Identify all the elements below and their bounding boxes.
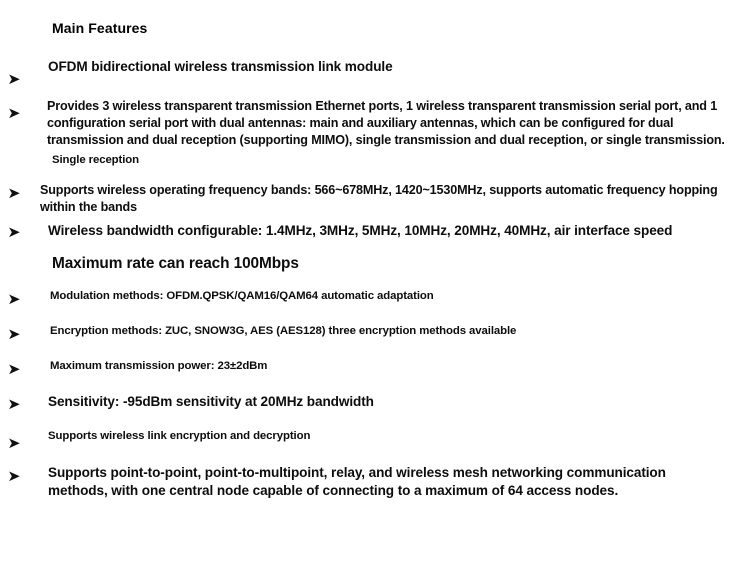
list-item-label: OFDM bidirectional wireless transmission link module xyxy=(48,59,393,74)
list-item-label: Supports point-to-point, point-to-multipoint, relay, and wireless mesh networking communication methods, with one central node capable of connecting to a maximum of 64 access nodes. xyxy=(48,465,666,498)
arrow-bullet-icon: ➤ xyxy=(7,325,21,343)
list-item xyxy=(0,358,750,393)
list-item xyxy=(0,393,750,428)
list-item-label: Encryption methods: ZUC, SNOW3G, AES (AES128) three encryption methods available xyxy=(50,325,517,337)
list-item xyxy=(0,222,750,254)
list-item-label: Supports wireless operating frequency bands: 566~678MHz, 1420~1530MHz, supports automatic frequency hopping within the bands xyxy=(40,183,718,214)
list-item-label: Modulation methods: OFDM.QPSK/QAM16/QAM64 automatic adaptation xyxy=(50,290,434,302)
arrow-bullet-icon: ➤ xyxy=(7,184,21,202)
arrow-bullet-icon: ➤ xyxy=(7,395,21,413)
list-item xyxy=(0,58,750,98)
list-item-label: Single reception xyxy=(52,154,140,166)
arrow-bullet-icon: ➤ xyxy=(7,223,21,241)
arrow-bullet-icon: ➤ xyxy=(7,290,21,308)
list-item-label: Maximum transmission power: 23±2dBm xyxy=(50,360,268,372)
arrow-bullet-icon: ➤ xyxy=(7,434,21,452)
features-list xyxy=(0,58,750,530)
list-item-continuation xyxy=(0,254,750,288)
list-item-label: Wireless bandwidth configurable: 1.4MHz, 3MHz, 5MHz, 10MHz, 20MHz, 40MHz, air interface speed xyxy=(48,223,673,238)
arrow-bullet-icon: ➤ xyxy=(7,467,21,485)
list-item xyxy=(0,98,750,152)
arrow-bullet-icon: ➤ xyxy=(7,360,21,378)
list-item xyxy=(0,182,750,222)
arrow-bullet-icon: ➤ xyxy=(7,104,21,122)
list-item xyxy=(0,323,750,358)
list-item-label: Sensitivity: -95dBm sensitivity at 20MHz bandwidth xyxy=(48,394,374,409)
list-item xyxy=(0,464,750,530)
arrow-bullet-icon: ➤ xyxy=(7,70,21,88)
list-item-label: Provides 3 wireless transparent transmission Ethernet ports, 1 wireless transparent transmission serial port, and 1 configuration serial port with dual antennas: main and auxiliary antennas, which can be configured for dual transmission and dual reception (supporting MIMO), single transmission and dual reception, or single transmission. xyxy=(47,99,725,147)
list-item xyxy=(0,428,750,464)
list-item-label: Supports wireless link encryption and decryption xyxy=(48,430,311,442)
list-item-label: Maximum rate can reach 100Mbps xyxy=(52,255,299,272)
page-title: Main Features xyxy=(52,20,148,36)
list-item-continuation xyxy=(0,152,750,182)
list-item xyxy=(0,288,750,323)
